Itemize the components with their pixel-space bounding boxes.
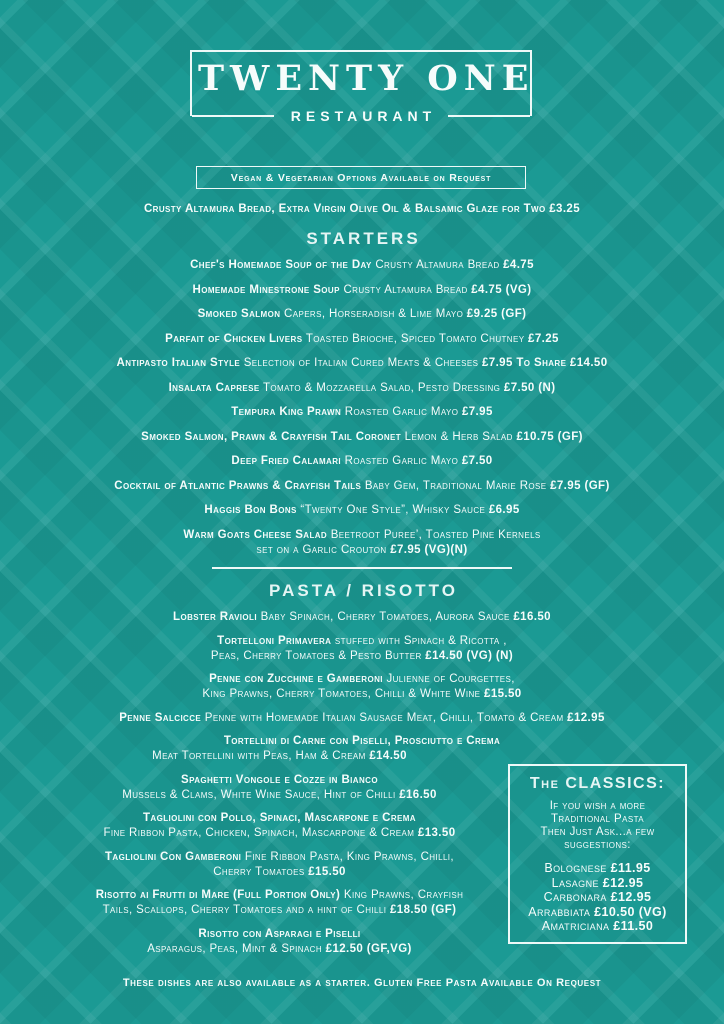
menu-item-line [0, 258, 724, 273]
menu-item-desc: Fine Ribbon Pasta, King Prawns, Chilli, [241, 850, 455, 863]
menu-item-price: £4.75 (VG) [467, 283, 532, 296]
classics-note-line: Then Just Ask...a few [540, 826, 655, 838]
menu-item-name: Homemade Minestrone Soup [192, 283, 340, 296]
menu-item [0, 711, 724, 726]
menu-item-price: £7.95 (GF) [546, 479, 610, 492]
classics-box [508, 764, 687, 944]
menu-item [0, 202, 724, 217]
menu-item-name: Spaghetti Vongole e Cozze in Bianco [181, 773, 378, 786]
menu-item-line [0, 543, 724, 558]
menu-item [0, 479, 724, 494]
classics-title: The CLASSICS: [529, 775, 666, 792]
menu-item-desc: Penne with Homemade Italian Sausage Meat, Chilli, Tomato & Cream [201, 711, 564, 724]
menu-item-price: £7.95 [458, 406, 493, 418]
menu-item [0, 634, 724, 664]
menu-item-price: £18.50 (GF) [386, 904, 457, 916]
classics-item-price: £11.50 [609, 919, 654, 933]
classics-item [512, 861, 683, 876]
menu-item-price: £4.75 [499, 259, 534, 271]
menu-item [0, 454, 724, 469]
classics-item-price: £11.95 [606, 861, 651, 875]
menu-item-desc: King Prawns, Crayfish [340, 889, 464, 901]
menu-item-line [0, 749, 559, 764]
menu-item-line [0, 865, 559, 880]
menu-item-name: Smoked Salmon [197, 308, 281, 320]
menu-item-desc: Julienne of Courgettes, [382, 673, 515, 685]
menu-item-price: £12.50 (GF,VG) [322, 942, 412, 955]
menu-item-price: £7.50 (N) [500, 381, 556, 394]
menu-item-name: Tagliolini Con Gamberoni [104, 850, 242, 863]
classics-item-price: £10.50 (VG) [590, 904, 667, 919]
menu-item-name: Parfait of Chicken Livers [165, 332, 303, 345]
classics-item [512, 919, 683, 934]
menu-item-price: £7.50 [458, 455, 493, 467]
menu-item-desc: Tomato & Mozzarella Salad, Pesto Dressing [259, 381, 501, 394]
menu-item-price: £15.50 [480, 688, 522, 700]
menu-item-line [0, 927, 559, 942]
menu-item-line [0, 649, 724, 664]
menu-item-desc: stuffed with Spinach & Ricotta , [331, 634, 507, 647]
menu-item-line [0, 811, 559, 826]
menu-item [0, 258, 724, 273]
classics-item-name: Amatriciana [541, 919, 610, 933]
menu-item-line [0, 634, 724, 649]
menu-item-name: Deep Fried Calamari [231, 455, 342, 467]
menu-item-price: £7.95 To Share £14.50 [478, 357, 608, 369]
menu-item-line [0, 381, 724, 396]
menu-item-desc: Roasted Garlic Mayo [341, 455, 459, 467]
menu-item-desc: Peas, Cherry Tomatoes & Pesto Butter [210, 649, 422, 662]
menu-item-name: Penne con Zucchine e Gamberoni [209, 673, 383, 685]
menu-item-line [0, 528, 724, 543]
section-title-starters: STARTERS [306, 229, 421, 248]
menu-item-price: £9.25 (GF) [463, 308, 527, 320]
menu-item [0, 381, 724, 396]
subtitle-left-line [192, 115, 274, 117]
restaurant-name: TWENTY ONE [198, 58, 535, 99]
menu-item-name: Crusty Altamura Bread, Extra Virgin Olive Oil & Balsamic Glaze for Two [143, 203, 546, 215]
restaurant-subtitle: RESTAURANT [290, 108, 437, 124]
section-title-pasta: PASTA / RISOTTO [269, 581, 458, 600]
menu-item-desc: Selection of Italian Cured Meats & Cheeses [240, 357, 479, 369]
menu-item [0, 503, 724, 518]
menu-item-line [0, 405, 724, 420]
menu-item-desc: Roasted Garlic Mayo [341, 406, 459, 418]
menu-item-desc: King Prawns, Cherry Tomatoes, Chilli & White Wine [202, 688, 481, 700]
menu-item-price: £16.50 [509, 611, 551, 623]
bread-intro-item [0, 202, 724, 217]
menu-item-line [0, 356, 724, 371]
menu-item-line [0, 773, 559, 788]
menu-item-desc: Tails, Scallops, Cherry Tomatoes and a hint of Chilli [102, 904, 387, 916]
menu-item-line [0, 430, 724, 445]
menu-item [0, 405, 724, 420]
menu-item-line [0, 903, 559, 918]
menu-item-name: Smoked Salmon, Prawn & Crayfish Tail Coronet [141, 430, 402, 443]
vegan-options-banner [196, 166, 526, 189]
menu-item-desc: Capers, Horseradish & Lime Mayo [280, 308, 464, 320]
classics-item-name: Arrabbiata [528, 904, 591, 919]
menu-item-name: Risotto con Asparagi e Piselli [198, 927, 361, 940]
menu-item-desc: “Twenty One Style”, Whisky Sauce [296, 504, 486, 516]
classics-item-name: Carbonara [543, 890, 607, 904]
menu-item-line [0, 283, 724, 298]
menu-item-line [0, 711, 724, 726]
menu-item-name: Tortellini di Carne con Piselli, Prosciutto e Crema [223, 735, 501, 747]
classics-item-price: £12.95 [598, 875, 644, 890]
menu-item-name: Haggis Bon Bons [204, 504, 297, 516]
menu-item [0, 672, 724, 702]
menu-item [0, 430, 724, 445]
menu-item-price: £15.50 [304, 865, 346, 878]
menu-item-name: Chef's Homemade Soup of the Day [190, 259, 372, 271]
menu-item [0, 332, 724, 347]
classics-item [512, 890, 683, 905]
menu-item-desc: Baby Gem, Traditional Marie Rose [361, 479, 547, 492]
menu-item [0, 356, 724, 371]
menu-item-desc: Meat Tortellini with Peas, Ham & Cream [152, 750, 366, 762]
menu-item-line [0, 942, 559, 957]
menu-item-price: £10.75 (GF) [512, 430, 583, 443]
menu-item-name: Tagliolini con Pollo, Spinaci, Mascarpone e Crema [143, 812, 416, 824]
menu-item-name: Lobster Ravioli [173, 611, 257, 623]
menu-item-desc: Mussels & Clams, White Wine Sauce, Hint of Chilli [122, 788, 396, 801]
classics-note-line: Traditional Pasta [551, 813, 644, 825]
menu-item-name: Cocktail of Atlantic Prawns & Crayfish Tails [114, 479, 362, 492]
menu-item-line [0, 888, 559, 903]
menu-item-price: £14.50 [365, 750, 407, 762]
menu-item-line [0, 307, 724, 322]
menu-item-line [0, 332, 724, 347]
menu-item-price: £16.50 [395, 788, 437, 801]
menu-item-price: £14.50 (VG) (N) [421, 649, 514, 662]
menu-item-price: £12.95 [563, 711, 605, 724]
menu-item-desc: set on a Garlic Crouton [256, 543, 387, 556]
menu-item-desc: Crusty Altamura Bread [339, 283, 468, 296]
menu-item [0, 734, 724, 764]
menu-item [0, 610, 724, 625]
menu-item-line [0, 454, 724, 469]
classics-list [512, 861, 683, 934]
menu-item [0, 307, 724, 322]
menu-item-line [0, 672, 724, 687]
restaurant-title-box [190, 50, 535, 124]
footer-note: These dishes are also available as a starter. Gluten Free Pasta Available On Request [122, 977, 602, 989]
menu-item [0, 528, 724, 558]
menu-item-name: Tortelloni Primavera [217, 634, 332, 647]
classics-item-price: £12.95 [606, 890, 652, 904]
menu-item-name: Penne Salcicce [119, 711, 202, 724]
menu-item-desc: Lemon & Herb Salad [401, 430, 513, 443]
restaurant-subtitle-row [192, 108, 530, 124]
menu-item [0, 283, 724, 298]
menu-item-name: Tempura King Prawn [231, 406, 342, 418]
vegan-options-banner-text: Vegan & Vegetarian Options Available on Request [230, 171, 492, 184]
menu-item-line [0, 788, 559, 803]
menu-item-desc: Baby Spinach, Cherry Tomatoes, Aurora Sauce [256, 611, 510, 623]
menu-item-desc: Asparagus, Peas, Mint & Spinach [147, 942, 323, 955]
menu-item-line [0, 503, 724, 518]
menu-item-desc: Toasted Brioche, Spiced Tomato Chutney [302, 332, 525, 345]
classics-note [512, 800, 683, 852]
section-items-starters [0, 258, 724, 558]
classics-item [512, 876, 683, 891]
menu-item-name: Insalata Caprese [168, 381, 260, 394]
classics-note-line: suggestions: [564, 839, 631, 851]
menu-item-desc: Fine Ribbon Pasta, Chicken, Spinach, Mascarpone & Cream [103, 827, 415, 839]
menu-item-line [0, 479, 724, 494]
classics-note-line: If you wish a more [549, 800, 646, 812]
menu-item-name: Risotto ai Frutti di Mare (Full Portion Only) [95, 889, 341, 901]
menu-item-line [0, 826, 559, 841]
menu-item-name: Warm Goats Cheese Salad [183, 528, 328, 541]
menu-item-price: £7.25 [524, 332, 559, 345]
classics-item [512, 905, 683, 920]
menu-item-price: £7.95 (VG)(N) [386, 543, 468, 556]
subtitle-right-line [448, 115, 530, 117]
menu-item-price: £13.50 [414, 827, 456, 839]
menu-item-desc: Cherry Tomatoes [213, 865, 305, 878]
menu-item-name: Antipasto Italian Style [116, 357, 241, 369]
menu-item-price: £3.25 [545, 203, 581, 215]
menu-item-line [0, 202, 724, 217]
menu-item-desc: Crusty Altamura Bread [371, 259, 500, 271]
classics-item-name: Lasagne [551, 875, 599, 890]
menu-item-line [0, 687, 724, 702]
menu-item-price: £6.95 [485, 504, 520, 516]
menu-item-line [0, 610, 724, 625]
classics-item-name: Bolognese [544, 861, 607, 875]
menu-item-line [0, 850, 559, 865]
menu-item-line [0, 734, 724, 749]
section-divider [212, 567, 512, 569]
menu-item-desc: Beetroot Puree’, Toasted Pine Kernels [327, 528, 541, 541]
